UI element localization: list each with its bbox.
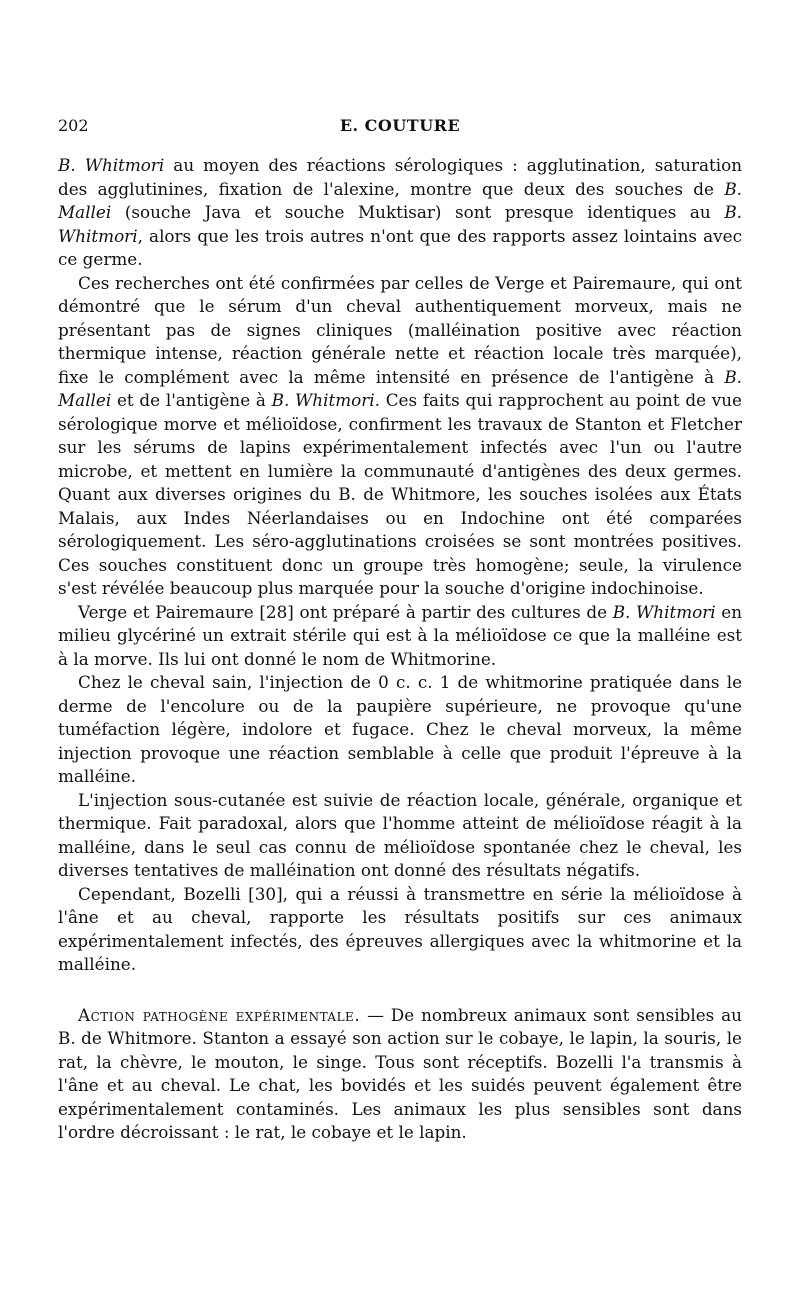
species-name: B. Whitmori xyxy=(58,202,742,246)
running-head: E. COUTURE xyxy=(339,116,461,135)
species-name: B. Mallei xyxy=(58,366,742,410)
body-text xyxy=(58,154,742,1145)
paragraph-6: Cependant, Bozelli [30], qui a réussi à transmettre en série la mélioïdose à l'âne et au cheval, rapporte les résultats positifs sur ces animaux expérimentalement infectés, des épreuves allergiques avec la whitmorine et la malléine. xyxy=(58,883,742,974)
text-run: (souche Java et souche Muktisar) sont presque identiques au xyxy=(111,202,725,222)
species-name: B. Whitmori xyxy=(612,601,716,622)
text-run: et de l'antigène à xyxy=(111,390,272,410)
page-header xyxy=(58,112,742,140)
text-run: au moyen des réactions sérologiques : agglutination, saturation des agglutinines, fixation de l'alexine, montre que deux des souches de xyxy=(58,155,743,199)
paragraph-5: L'injection sous-cutanée est suivie de réaction locale, générale, organique et thermique. Fait paradoxal, alors que l'homme atteint de mélioïdose réagit à la malléine, dans le seul cas connu de mélioïdose spontanée chez le cheval, les diverses tentatives de malléination ont donné des résultats négatifs. xyxy=(58,789,742,880)
text-run: Ces recherches ont été confirmées par celles de Verge et Pairemaure, qui ont démontré que le sérum d'un cheval authentiquement morveux, mais ne présentant pas de signes cliniques (malléination positive avec réaction thermique intense, réaction générale nette et réaction locale très marquée), fixe le complément avec la même intensité en présence de l'antigène à xyxy=(58,272,742,387)
text-run: — De nombreux animaux sont sensibles au B. de Whitmore. Stanton a essayé son action sur le cobaye, le lapin, la souris, le rat, la chèvre, le mouton, le singe. Tous sont réceptifs. Bozelli l'a transmis à l'âne et au cheval. Le chat, les bovidés et les suidés peuvent également être expérimentalement contaminés. Les animaux les plus sensibles sont dans l'ordre décroissant : le rat, le cobaye et le lapin. xyxy=(58,1004,742,1142)
paragraph-2 xyxy=(58,272,742,601)
species-name: B. Whitmori. xyxy=(271,390,380,410)
text-run: , alors que les trois autres n'ont que des rapports assez lointains avec ce germe. xyxy=(58,225,742,269)
section-heading: Action pathogène expérimentale. xyxy=(78,1004,361,1025)
text-run: en milieu glycériné un extrait stérile qui est à la mélioïdose ce que la malléine est à la morve. Ils lui ont donné le nom de Whitmorine. xyxy=(58,601,743,669)
paragraph-7 xyxy=(58,1004,742,1145)
species-name: B. Mallei xyxy=(58,178,742,222)
paragraph-4: Chez le cheval sain, l'injection de 0 c. c. 1 de whitmorine pratiquée dans le derme de l'encolure ou de la paupière supérieure, ne provoque qu'une tuméfaction légère, indolore et fugace. Chez le cheval morveux, la même injection provoque une réaction semblable à celle que produit l'épreuve à la malléine. xyxy=(58,672,742,786)
page-number: 202 xyxy=(58,116,89,135)
species-name: B. Whitmori xyxy=(58,155,165,175)
paragraph-1 xyxy=(58,154,742,272)
text-run: Verge et Pairemaure [28] ont préparé à partir des cultures de xyxy=(78,601,613,622)
paragraph-3 xyxy=(58,601,742,672)
text-run: Ces faits qui rapprochent au point de vue sérologique morve et mélioïdose, confirment les travaux de Stanton et Fletcher sur les sérums de lapins expérimentalement infectés avec l'un ou l'autre microbe, et mettent en lumière la communauté d'antigènes des deux germes. Quant aux diverses origines du B. de Whitmore, les souches isolées aux États Malais, aux Indes Néerlandaises ou en Indochine ont été comparées sérologiquement. Les séro-agglutinations croisées se sont montrées positives. Ces souches constituent donc un groupe très homogène; seule, la virulence s'est révélée beaucoup plus marquée pour la souche d'origine indochinoise. xyxy=(58,390,742,598)
